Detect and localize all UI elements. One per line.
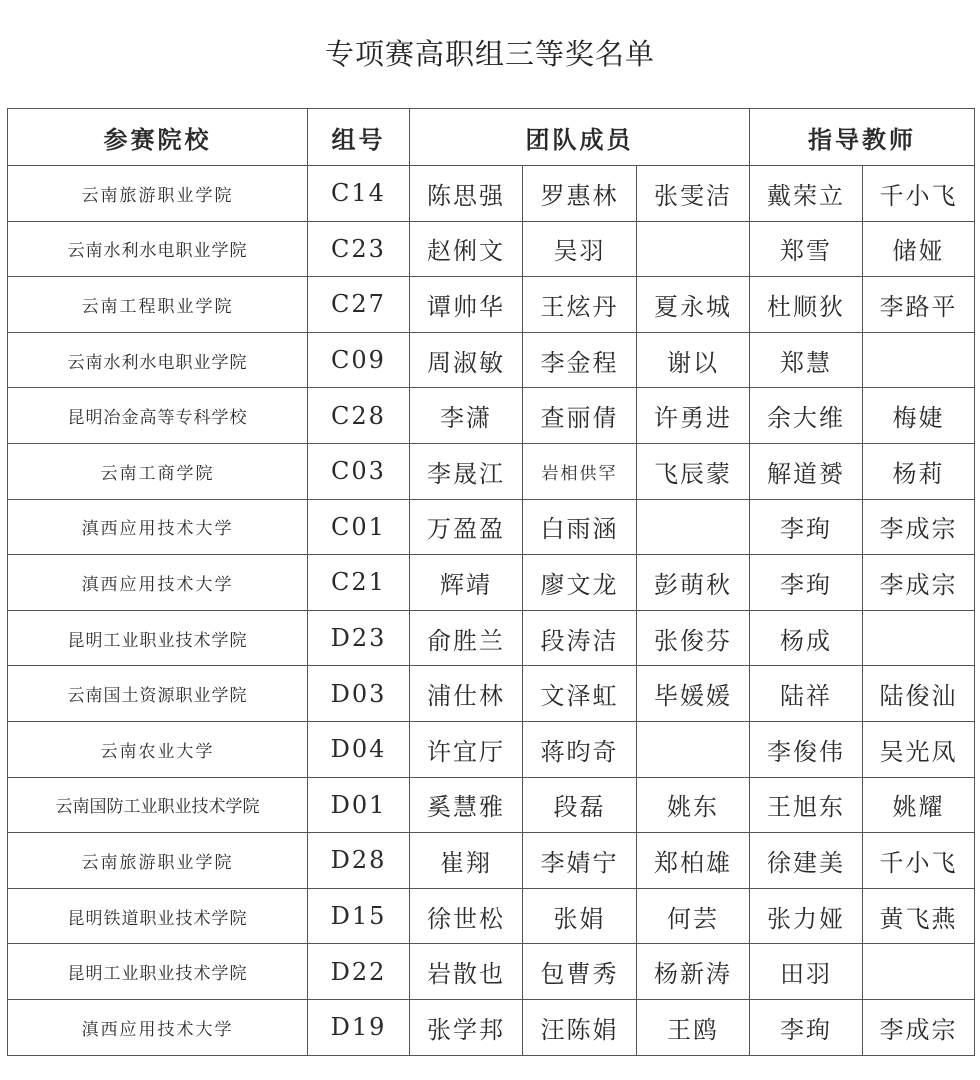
- member-cell: 张俊芬: [637, 610, 750, 666]
- school-cell: 滇西应用技术大学: [8, 499, 308, 555]
- member-cell: 王鸥: [637, 999, 750, 1055]
- member-cell: 毕媛媛: [637, 666, 750, 722]
- advisor-cell: 陆祥: [750, 666, 863, 722]
- header-members: 团队成员: [410, 109, 750, 166]
- advisor-cell: 李路平: [863, 277, 975, 333]
- table-row: [8, 221, 975, 277]
- group-cell: D19: [308, 999, 410, 1055]
- table-row: [8, 277, 975, 333]
- school-cell: 云南旅游职业学院: [8, 833, 308, 889]
- table-row: [8, 443, 975, 499]
- school-cell: 云南国防工业职业技术学院: [8, 777, 308, 833]
- table-row: [8, 666, 975, 722]
- member-cell: 许宜厅: [410, 721, 523, 777]
- advisor-cell: 吴光凤: [863, 721, 975, 777]
- advisor-cell: 戴荣立: [750, 166, 863, 222]
- advisor-cell: 李珣: [750, 999, 863, 1055]
- header-row: [8, 109, 975, 166]
- group-cell: D04: [308, 721, 410, 777]
- page-title: 专项赛高职组三等奖名单: [324, 37, 655, 71]
- group-cell: C21: [308, 555, 410, 611]
- advisor-cell: 张力娅: [750, 888, 863, 944]
- table-row: [8, 999, 975, 1055]
- member-cell: 万盈盈: [410, 499, 523, 555]
- advisor-cell: 郑慧: [750, 332, 863, 388]
- member-cell: 俞胜兰: [410, 610, 523, 666]
- member-cell: 夏永城: [637, 277, 750, 333]
- school-cell: 云南工程职业学院: [8, 277, 308, 333]
- advisor-cell: [863, 610, 975, 666]
- advisor-cell: 梅婕: [863, 388, 975, 444]
- member-cell: 张娟: [523, 888, 637, 944]
- school-cell: 昆明铁道职业技术学院: [8, 888, 308, 944]
- advisor-cell: 姚耀: [863, 777, 975, 833]
- advisor-cell: 田羽: [750, 944, 863, 1000]
- school-cell: 云南水利水电职业学院: [8, 332, 308, 388]
- member-cell: 李晟江: [410, 443, 523, 499]
- advisor-cell: 李俊伟: [750, 721, 863, 777]
- member-cell: [637, 721, 750, 777]
- group-cell: D01: [308, 777, 410, 833]
- school-cell: 云南工商学院: [8, 443, 308, 499]
- member-cell: 徐世松: [410, 888, 523, 944]
- member-cell: 张学邦: [410, 999, 523, 1055]
- table-row: [8, 610, 975, 666]
- advisor-cell: 李成宗: [863, 555, 975, 611]
- member-cell: 张雯洁: [637, 166, 750, 222]
- member-cell: 郑柏雄: [637, 833, 750, 889]
- table-row: [8, 777, 975, 833]
- member-cell: 彭萌秋: [637, 555, 750, 611]
- member-cell: 何芸: [637, 888, 750, 944]
- school-cell: 昆明冶金高等专科学校: [8, 388, 308, 444]
- member-cell: 飞辰蒙: [637, 443, 750, 499]
- group-cell: D03: [308, 666, 410, 722]
- member-cell: 许勇进: [637, 388, 750, 444]
- table-row: [8, 721, 975, 777]
- member-cell: 谢以: [637, 332, 750, 388]
- advisor-cell: 千小飞: [863, 833, 975, 889]
- advisor-cell: [863, 944, 975, 1000]
- advisor-cell: [863, 332, 975, 388]
- school-cell: 云南旅游职业学院: [8, 166, 308, 222]
- table-row: [8, 332, 975, 388]
- group-cell: C01: [308, 499, 410, 555]
- group-cell: D15: [308, 888, 410, 944]
- member-cell: 段磊: [523, 777, 637, 833]
- advisor-cell: 黄飞燕: [863, 888, 975, 944]
- header-school: 参赛院校: [8, 109, 308, 166]
- advisor-cell: 李珣: [750, 499, 863, 555]
- member-cell: 段涛洁: [523, 610, 637, 666]
- member-cell: [637, 499, 750, 555]
- table-row: [8, 833, 975, 889]
- advisor-cell: 李成宗: [863, 499, 975, 555]
- member-cell: 赵俐文: [410, 221, 523, 277]
- group-cell: C09: [308, 332, 410, 388]
- member-cell: 浦仕林: [410, 666, 523, 722]
- advisor-cell: 郑雪: [750, 221, 863, 277]
- member-cell: 辉靖: [410, 555, 523, 611]
- member-cell: 姚东: [637, 777, 750, 833]
- member-cell: 罗惠林: [523, 166, 637, 222]
- group-cell: C28: [308, 388, 410, 444]
- member-cell: [637, 221, 750, 277]
- member-cell: 崔翔: [410, 833, 523, 889]
- group-cell: D28: [308, 833, 410, 889]
- header-group: 组号: [308, 109, 410, 166]
- advisor-cell: 千小飞: [863, 166, 975, 222]
- member-cell: 李潇: [410, 388, 523, 444]
- member-cell: 岩相供罕: [523, 443, 637, 499]
- member-cell: 岩散也: [410, 944, 523, 1000]
- table-row: [8, 388, 975, 444]
- school-cell: 云南水利水电职业学院: [8, 221, 308, 277]
- member-cell: 陈思强: [410, 166, 523, 222]
- school-cell: 昆明工业职业技术学院: [8, 944, 308, 1000]
- advisor-cell: 储娅: [863, 221, 975, 277]
- group-cell: C27: [308, 277, 410, 333]
- member-cell: 汪陈娟: [523, 999, 637, 1055]
- advisor-cell: 陆俊汕: [863, 666, 975, 722]
- school-cell: 云南农业大学: [8, 721, 308, 777]
- advisor-cell: 李成宗: [863, 999, 975, 1055]
- advisor-cell: 王旭东: [750, 777, 863, 833]
- group-cell: C14: [308, 166, 410, 222]
- award-table: [7, 108, 975, 1056]
- advisor-cell: 李珣: [750, 555, 863, 611]
- school-cell: 云南国土资源职业学院: [8, 666, 308, 722]
- member-cell: 奚慧雅: [410, 777, 523, 833]
- group-cell: C03: [308, 443, 410, 499]
- school-cell: 滇西应用技术大学: [8, 999, 308, 1055]
- member-cell: 吴羽: [523, 221, 637, 277]
- member-cell: 文泽虹: [523, 666, 637, 722]
- member-cell: 谭帅华: [410, 277, 523, 333]
- group-cell: D23: [308, 610, 410, 666]
- advisor-cell: 徐建美: [750, 833, 863, 889]
- table-row: [8, 944, 975, 1000]
- school-cell: 滇西应用技术大学: [8, 555, 308, 611]
- advisor-cell: 余大维: [750, 388, 863, 444]
- member-cell: 蒋昀奇: [523, 721, 637, 777]
- advisor-cell: 杜顺狄: [750, 277, 863, 333]
- table-row: [8, 888, 975, 944]
- member-cell: 白雨涵: [523, 499, 637, 555]
- member-cell: 王炫丹: [523, 277, 637, 333]
- advisor-cell: 杨成: [750, 610, 863, 666]
- member-cell: 包曹秀: [523, 944, 637, 1000]
- header-advisors: 指导教师: [750, 109, 975, 166]
- table-row: [8, 555, 975, 611]
- group-cell: C23: [308, 221, 410, 277]
- advisor-cell: 解道赟: [750, 443, 863, 499]
- advisor-cell: 杨莉: [863, 443, 975, 499]
- table-row: [8, 499, 975, 555]
- member-cell: 李金程: [523, 332, 637, 388]
- member-cell: 查丽倩: [523, 388, 637, 444]
- member-cell: 李婧宁: [523, 833, 637, 889]
- member-cell: 廖文龙: [523, 555, 637, 611]
- member-cell: 周淑敏: [410, 332, 523, 388]
- group-cell: D22: [308, 944, 410, 1000]
- school-cell: 昆明工业职业技术学院: [8, 610, 308, 666]
- table-row: [8, 166, 975, 222]
- member-cell: 杨新涛: [637, 944, 750, 1000]
